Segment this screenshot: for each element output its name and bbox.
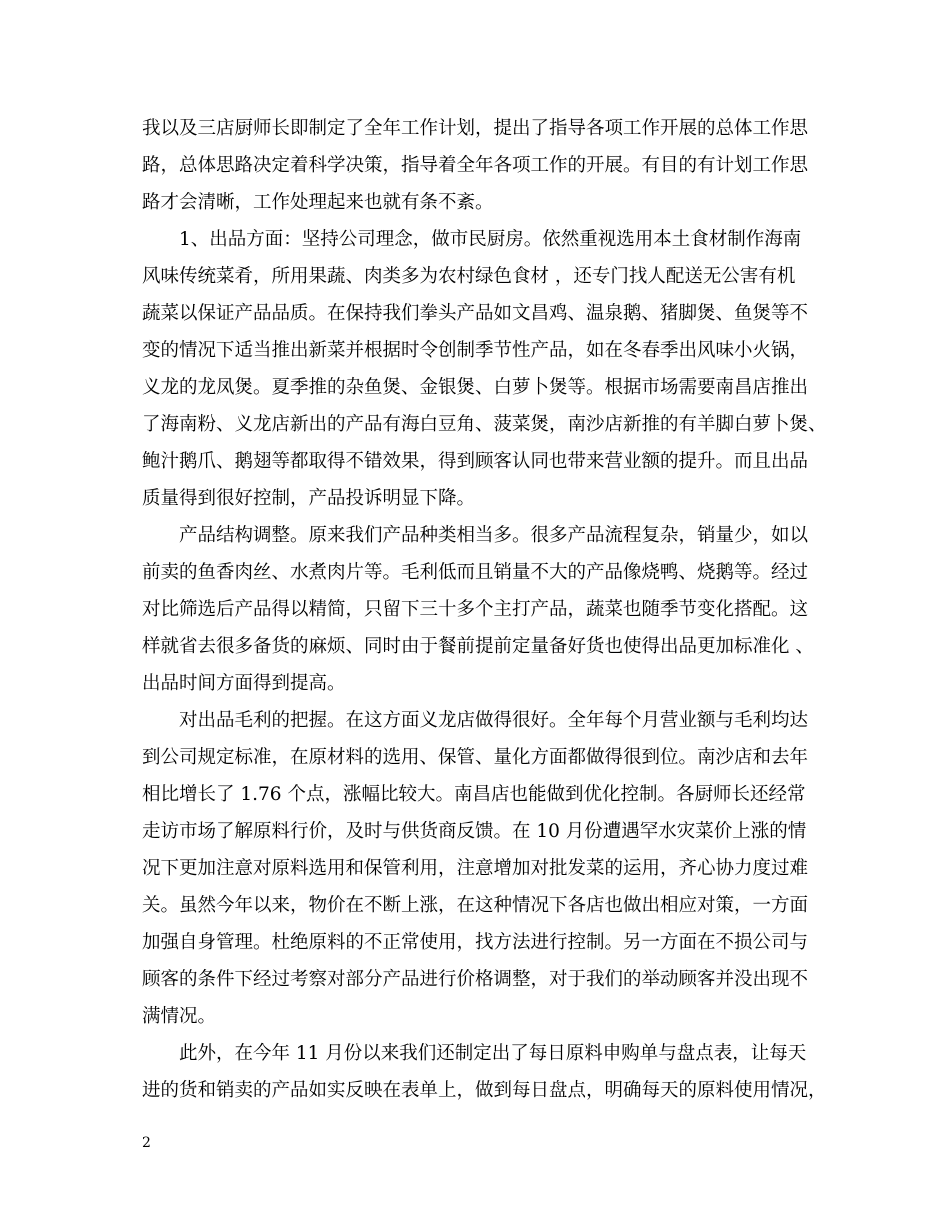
text-line: 风味传统菜肴，所用果蔬、肉类多为农村绿色食材 ，还专门找人配送无公害有机	[142, 266, 796, 287]
text-line: 蔬菜以保证产品品质。在保持我们拳头产品如文昌鸡、温泉鹅、猪脚煲、鱼煲等不	[142, 303, 809, 324]
text-line: 走访市场了解原料行价，及时与供货商反馈。在 10 月份遭遇罕水灾菜价上涨的情	[142, 821, 807, 842]
text-line: 前卖的鱼香肉丝、水煮肉片等。毛利低而且销量不大的产品像烧鸭、烧鹅等。经过	[142, 562, 809, 583]
text-line: 路才会清晰，工作处理起来也就有条不紊。	[142, 192, 494, 213]
text-line: 对出品毛利的把握。在这方面义龙店做得很好。全年每个月营业额与毛利均达	[179, 710, 809, 731]
text-line: 出品时间方面得到提高。	[142, 673, 346, 694]
text-line: 此外，在今年 11 月份以来我们还制定出了每日原料申购单与盘点表，让每天	[179, 1043, 807, 1064]
text-line: 产品结构调整。原来我们产品种类相当多。很多产品流程复杂，销量少，如以	[179, 525, 809, 546]
paragraph	[142, 110, 822, 221]
text-line: 1、出品方面：坚持公司理念，做市民厨房。依然重视选用本土食材制作海南	[179, 229, 802, 250]
text-line: 到公司规定标准，在原材料的选用、保管、量化方面都做得很到位。南沙店和去年	[142, 747, 809, 768]
text-line: 了海南粉、义龙店新出的产品有海白豆角、菠菜煲，南沙店新推的有羊脚白萝卜煲、	[142, 414, 827, 435]
text-line: 相比增长了 1.76 个点，涨幅比较大。南昌店也能做到优化控制。各厨师长还经常	[142, 784, 806, 805]
body-text	[142, 110, 827, 1109]
text-line: 变的情况下适当推出新菜并根据时令创制季节性产品，如在冬春季出风味小火锅，	[142, 340, 809, 361]
paragraph	[142, 517, 822, 702]
text-line: 关。虽然今年以来，物价在不断上涨，在这种情况下各店也做出相应对策，一方面	[142, 895, 809, 916]
text-line: 样就省去很多备货的麻烦、同时由于餐前提前定量备好货也使得出品更加标准化 、	[142, 636, 814, 657]
text-line: 我以及三店厨师长即制定了全年工作计划，提出了指导各项工作开展的总体工作思	[142, 118, 809, 139]
text-line: 鲍汁鹅爪、鹅翅等都取得不错效果，得到顾客认同也带来营业额的提升。而且出品	[142, 451, 809, 472]
page-number: 2	[142, 1135, 151, 1151]
text-line: 质量得到很好控制，产品投诉明显下降。	[142, 488, 476, 509]
text-line: 对比筛选后产品得以精简，只留下三十多个主打产品，蔬菜也随季节变化搭配。这	[142, 599, 809, 620]
paragraph	[142, 221, 827, 517]
text-line: 满情况。	[142, 1006, 217, 1027]
paragraph	[142, 702, 822, 1035]
text-line: 路，总体思路决定着科学决策，指导着全年各项工作的开展。有目的有计划工作思	[142, 155, 809, 176]
text-line: 义龙的龙凤煲。夏季推的杂鱼煲、金银煲、白萝卜煲等。根据市场需要南昌店推出	[142, 377, 809, 398]
paragraph	[142, 1035, 827, 1109]
text-line: 况下更加注意对原料选用和保管利用，注意增加对批发菜的运用，齐心协力度过难	[142, 858, 809, 879]
text-line: 加强自身管理。杜绝原料的不正常使用，找方法进行控制。另一方面在不损公司与	[142, 932, 809, 953]
text-line: 顾客的条件下经过考察对部分产品进行价格调整，对于我们的举动顾客并没出现不	[142, 969, 809, 990]
text-line: 进的货和销卖的产品如实反映在表单上，做到每日盘点，明确每天的原料使用情况，	[142, 1080, 827, 1101]
